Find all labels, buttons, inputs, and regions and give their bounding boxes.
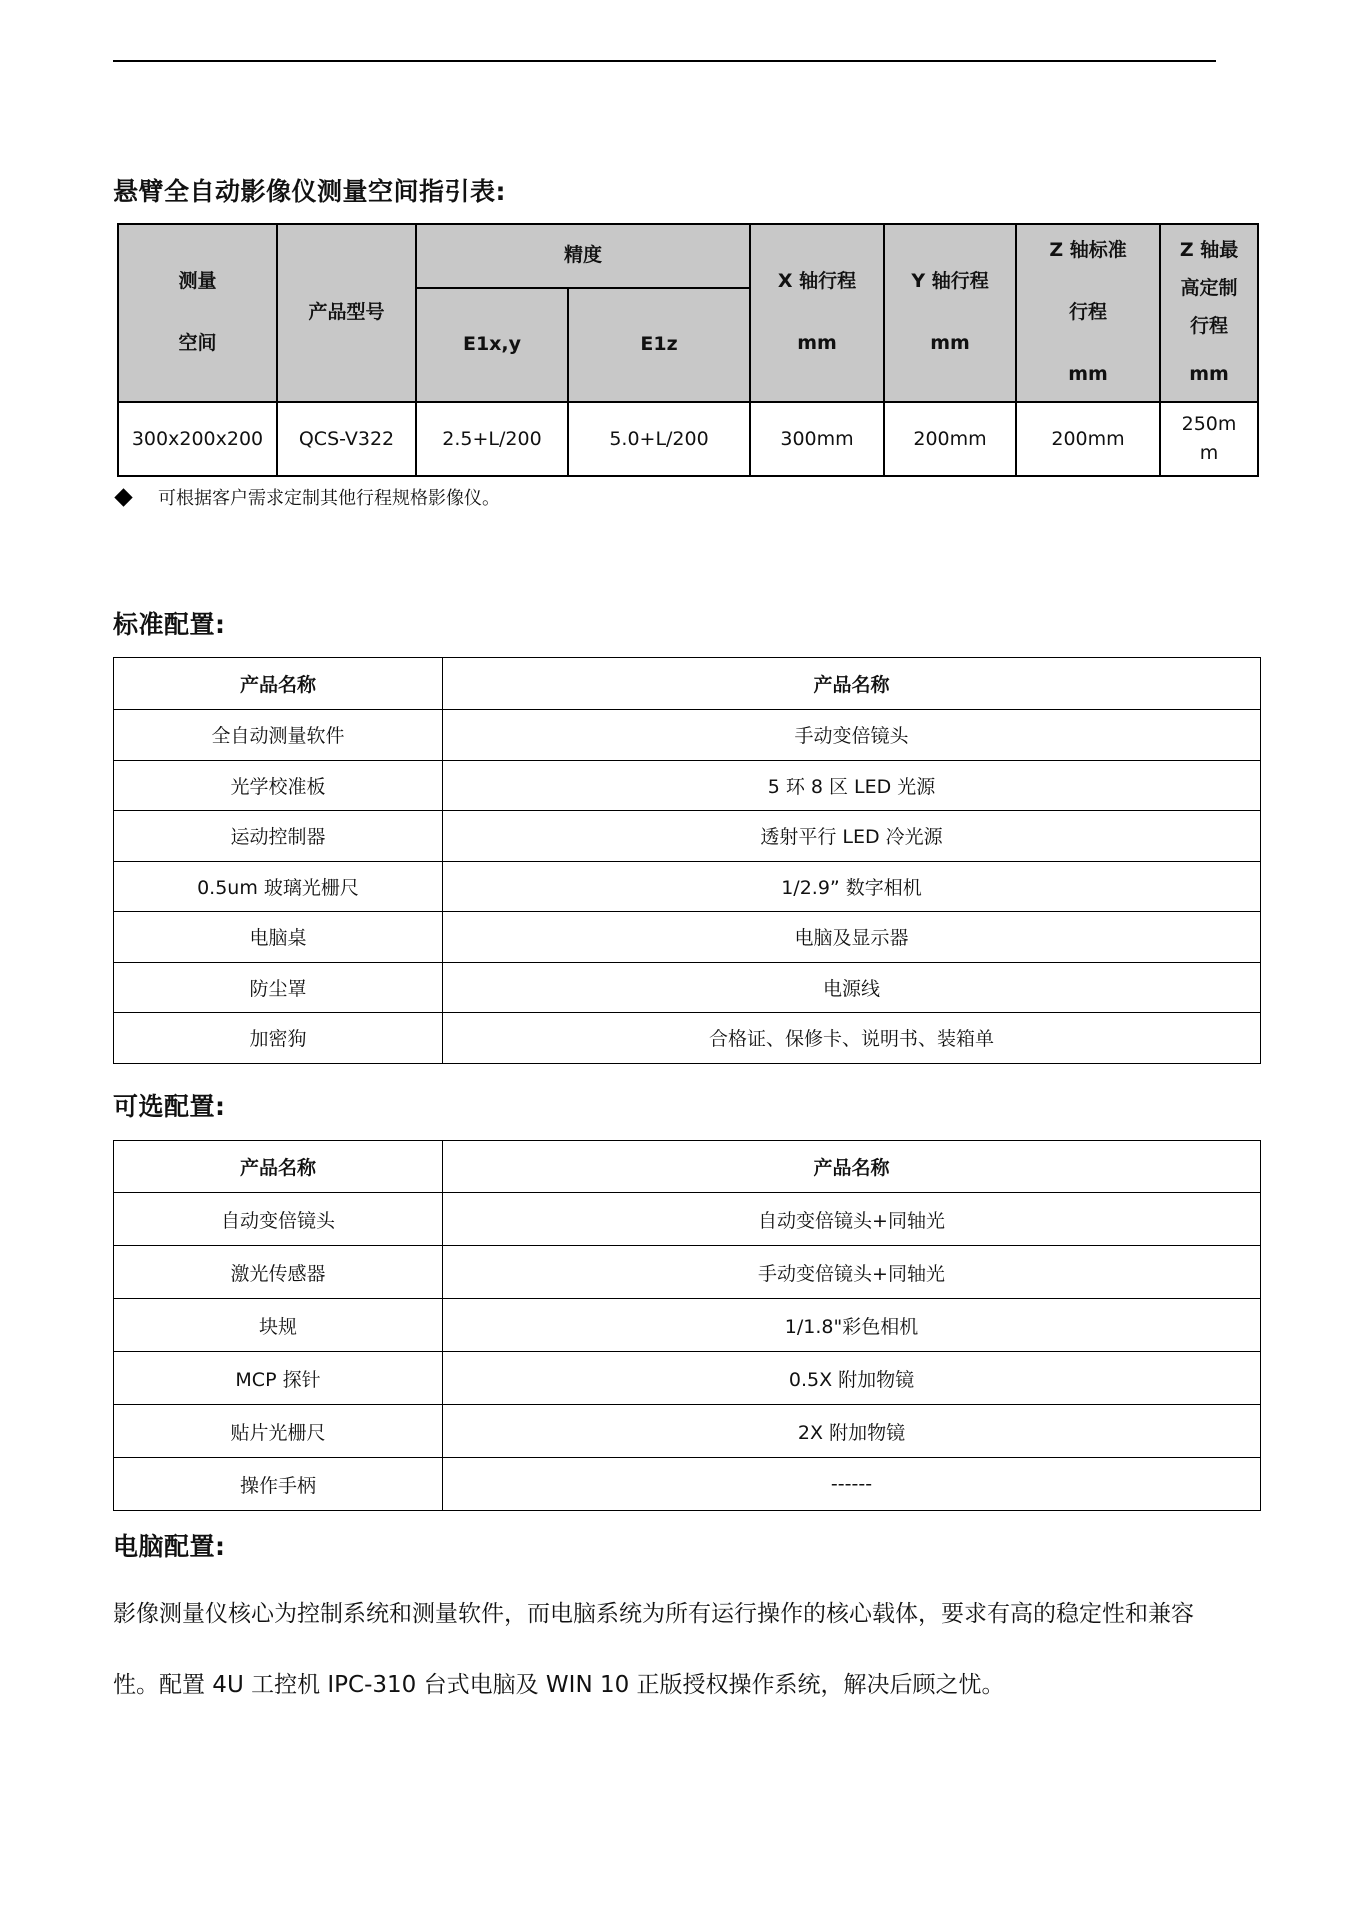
cell-item: 激光传感器 [114,1246,443,1299]
computer-config-heading: 电脑配置: [113,1532,226,1561]
table-row [114,1299,1261,1352]
header-e1z: E1z [568,288,750,402]
header-precision: 精度 [416,224,750,288]
cell-item: 贴片光栅尺 [114,1405,443,1458]
table-row [114,1246,1261,1299]
column-header-name: 产品名称 [114,1141,443,1193]
cell-space: 300x200x200 [118,402,277,476]
computer-config-text-line-1: 影像测量仪核心为控制系统和测量软件，而电脑系统为所有运行操作的核心载体，要求有高的稳定性和兼容 [113,1601,1194,1627]
cell-item: 自动变倍镜头 [114,1193,443,1246]
column-header-name: 产品名称 [114,658,443,710]
cell-item: 自动变倍镜头+同轴光 [443,1193,1261,1246]
cell-item: 操作手柄 [114,1458,443,1511]
cell-e1xy: 2.5+L/200 [416,402,568,476]
note [115,484,500,510]
table-row [114,1352,1261,1405]
cell-item: 2X 附加物镜 [443,1405,1261,1458]
cell-item: 电脑及显示器 [443,912,1261,963]
cell-item: 运动控制器 [114,811,443,862]
cell-item: 手动变倍镜头 [443,710,1261,761]
header-e1xy: E1x,y [416,288,568,402]
header-x-travel: X 轴行程 mm [750,224,884,402]
cell-item: 电源线 [443,962,1261,1013]
cell-model: QCS-V322 [277,402,416,476]
table-row [114,760,1261,811]
table-row [114,1013,1261,1064]
cell-item: 0.5X 附加物镜 [443,1352,1261,1405]
cell-item: 光学校准板 [114,760,443,811]
cell-z-max: 250m m [1160,402,1258,476]
spec-table [117,223,1259,477]
optional-config-heading: 可选配置: [113,1092,226,1121]
diamond-bullet-icon [114,488,132,506]
header-space: 测量 空间 [118,224,277,402]
cell-item: 0.5um 玻璃光栅尺 [114,861,443,912]
table-row [114,962,1261,1013]
cell-item: 手动变倍镜头+同轴光 [443,1246,1261,1299]
top-rule [113,60,1216,62]
cell-x: 300mm [750,402,884,476]
column-header-name: 产品名称 [443,1141,1261,1193]
table-row [114,1405,1261,1458]
cell-item: ------ [443,1458,1261,1511]
cell-y: 200mm [884,402,1016,476]
cell-item: 防尘罩 [114,962,443,1013]
cell-item: 加密狗 [114,1013,443,1064]
cell-item: MCP 探针 [114,1352,443,1405]
cell-item: 1/1.8"彩色相机 [443,1299,1261,1352]
table-row [114,861,1261,912]
table-row [114,912,1261,963]
column-header-name: 产品名称 [443,658,1261,710]
cell-item: 5 环 8 区 LED 光源 [443,760,1261,811]
computer-config-text-line-2: 性。配置 4U 工控机 IPC-310 台式电脑及 WIN 10 正版授权操作系统，解决后顾之忧。 [113,1672,1005,1698]
cell-e1z: 5.0+L/200 [568,402,750,476]
cell-item: 透射平行 LED 冷光源 [443,811,1261,862]
table-row [118,402,1258,476]
cell-item: 块规 [114,1299,443,1352]
table-row [114,811,1261,862]
standard-config-table [113,657,1261,1064]
page-title: 悬臂全自动影像仪测量空间指引表: [113,177,506,206]
table-row [114,1193,1261,1246]
cell-item: 合格证、保修卡、说明书、装箱单 [443,1013,1261,1064]
header-model: 产品型号 [277,224,416,402]
cell-item: 1/2.9” 数字相机 [443,861,1261,912]
cell-item: 全自动测量软件 [114,710,443,761]
table-row [114,710,1261,761]
header-y-travel: Y 轴行程 mm [884,224,1016,402]
cell-z-standard: 200mm [1016,402,1160,476]
cell-item: 电脑桌 [114,912,443,963]
optional-config-table [113,1140,1261,1511]
header-z-max: Z 轴最 高定制 行程 mm [1160,224,1258,402]
table-row [114,1458,1261,1511]
standard-config-heading: 标准配置: [113,610,226,639]
header-z-standard: Z 轴标准 行程 mm [1016,224,1160,402]
note-text: 可根据客户需求定制其他行程规格影像仪。 [158,488,500,509]
